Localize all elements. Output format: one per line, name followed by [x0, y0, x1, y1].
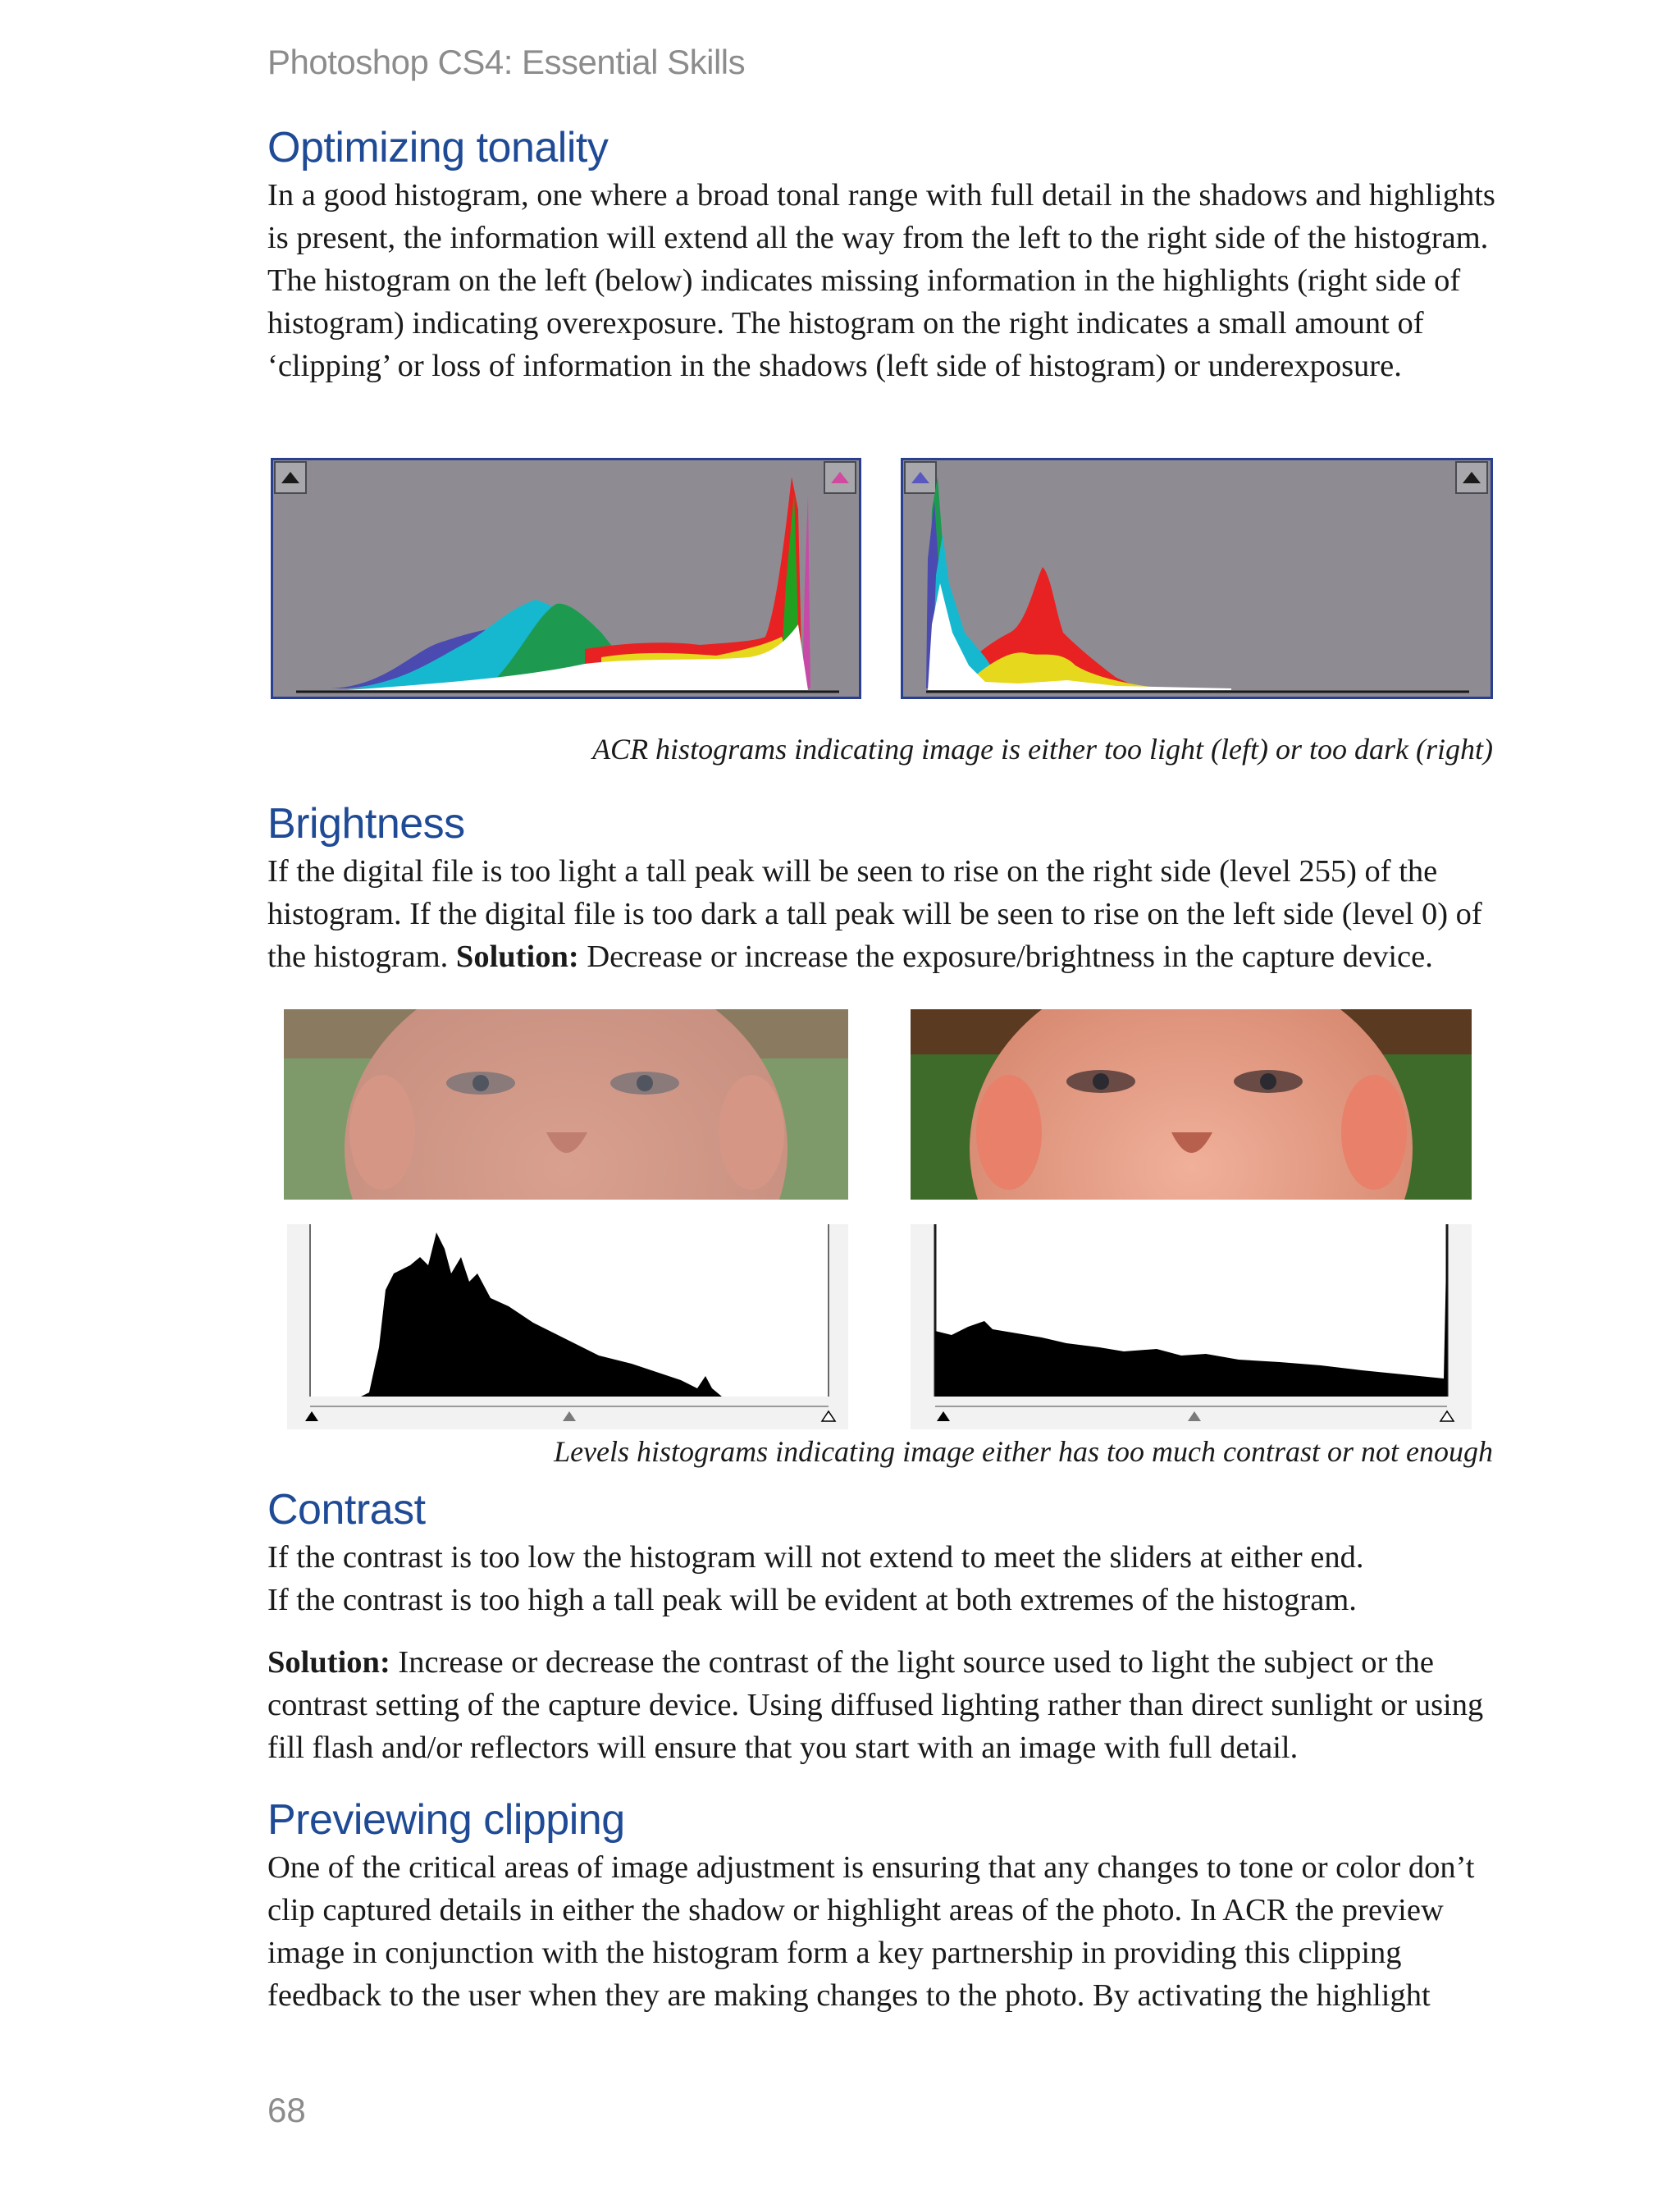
- levels-histogram-right-graph: [911, 1224, 1472, 1429]
- photo-low-contrast: [284, 1009, 848, 1200]
- contrast-solution-paragraph: [267, 1641, 1514, 1769]
- running-head: Photoshop CS4: Essential Skills: [267, 43, 746, 81]
- levels-histogram-left-graph: [287, 1224, 848, 1429]
- black-point-slider-icon: [305, 1411, 318, 1421]
- levels-histogram-low-contrast: [287, 1224, 848, 1429]
- white-point-slider-icon: [1440, 1411, 1454, 1421]
- acr-histogram-right-graph: [903, 460, 1491, 697]
- acr-histograms-caption: ACR histograms indicating image is either too light (left) or too dark (right): [592, 733, 1493, 766]
- clipping-paragraph: One of the critical areas of image adjustment is ensuring that any changes to tone or color don’t clip captured details in either the shadow or highlight areas of the photo. In ACR the preview image in conjunction with the histogram form a key partnership in providing this clipping feedback to the user when they are making changes to the photo. By activating the highlight: [267, 1850, 1475, 2013]
- contrast-line-2: If the contrast is too high a tall peak will be evident at both extremes of the histogram.: [267, 1583, 1357, 1617]
- section-heading-contrast: Contrast: [267, 1486, 426, 1534]
- white-point-slider-icon: [822, 1411, 835, 1421]
- black-point-slider-icon: [937, 1411, 950, 1421]
- section-heading-clipping: Previewing clipping: [267, 1796, 625, 1844]
- acr-histogram-left-graph: [273, 460, 859, 697]
- brightness-solution-label: Solution:: [455, 940, 579, 974]
- acr-histogram-right: [901, 458, 1493, 699]
- brightness-body-end: Decrease or increase the exposure/brightness in the capture device.: [578, 940, 1433, 974]
- levels-histograms-caption: Levels histograms indicating image either has too much contrast or not enough: [554, 1435, 1493, 1468]
- contrast-paragraph: [267, 1536, 1514, 1621]
- acr-histogram-left: [271, 458, 861, 699]
- tonality-paragraph: In a good histogram, one where a broad tonal range with full detail in the shadows and highlights is present, the information will extend all the way from the left to the right side of the histogram. The histogram on the left (below) indicates missing information in the highlights (right side of histogram) indicating overexposure. The histogram on the right indicates a small amount of ‘clipping’ or loss of information in the shadows (left side of histogram) or underexposure.: [267, 178, 1495, 383]
- contrast-solution-body: Increase or decrease the contrast of the light source used to light the subject or the contrast setting of the capture device. Using diffused lighting rather than direct sunlight or using fill flash and/or reflectors will ensure that you start with an image with full detail.: [267, 1645, 1484, 1765]
- brightness-body-start: If the digital file is too light a tall peak will be seen to rise on the right side (level 255) of the histogram. If the digital file is too dark a tall peak will be seen to rise on the left side (level 0) of the histogram.: [267, 854, 1482, 974]
- page-number: 68: [267, 2091, 306, 2129]
- photo-high-contrast: [911, 1009, 1472, 1200]
- contrast-solution-label: Solution:: [267, 1645, 390, 1680]
- midpoint-slider-icon: [1188, 1411, 1201, 1421]
- contrast-line-1: If the contrast is too low the histogram will not extend to meet the sliders at either end.: [267, 1540, 1364, 1575]
- section-heading-tonality: Optimizing tonality: [267, 124, 609, 171]
- brightness-paragraph: [267, 850, 1514, 978]
- section-heading-brightness: Brightness: [267, 800, 465, 848]
- levels-histogram-high-contrast: [911, 1224, 1472, 1429]
- midpoint-slider-icon: [563, 1411, 576, 1421]
